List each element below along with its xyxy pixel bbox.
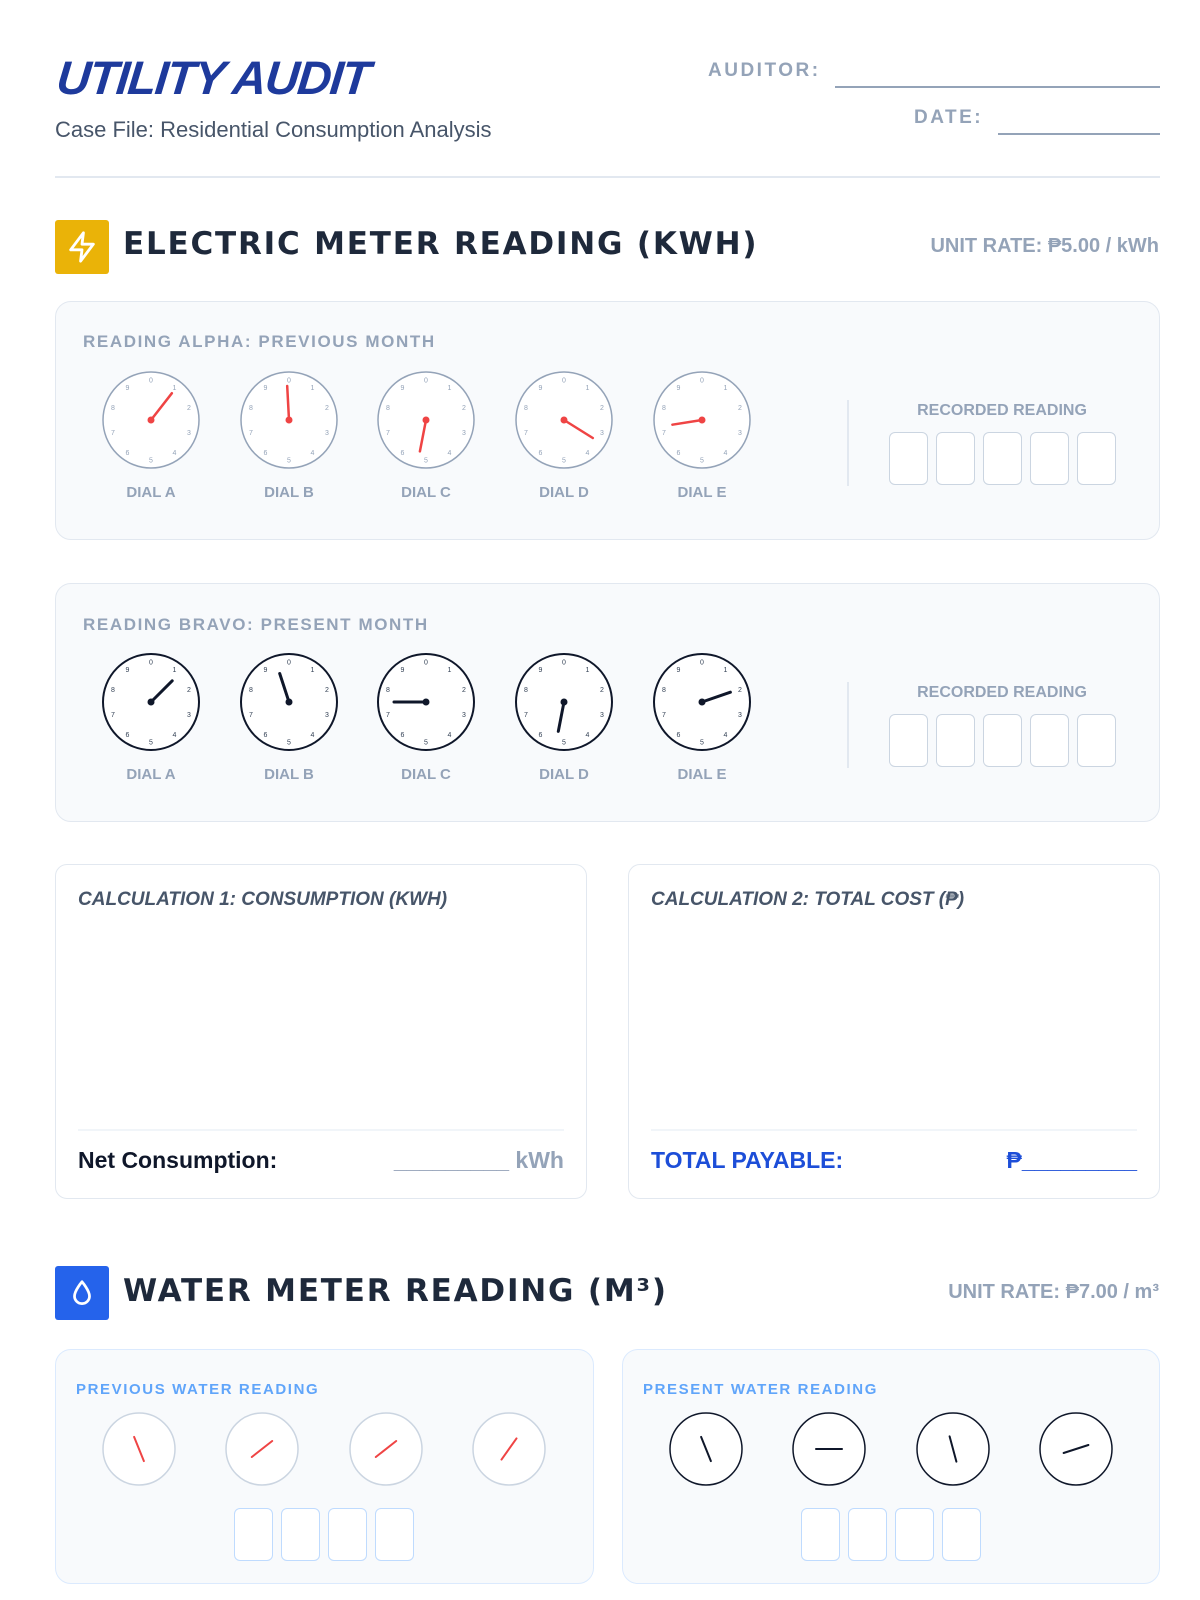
dial-number: 2 [325,687,329,695]
dial-number: 7 [662,711,666,719]
dial-number: 1 [585,385,590,393]
lightning-bolt-icon [55,220,109,274]
recorded-reading-boxes [889,432,1116,485]
dial-number: 3 [738,429,742,437]
meter-dial [376,652,476,783]
digit-box[interactable] [936,432,975,485]
page-title: UTILITY AUDIT [54,51,372,104]
water-dial [669,1412,743,1486]
digit-box[interactable] [1077,432,1116,485]
dial-face [239,652,339,752]
dial-label: DIAL D [539,484,589,501]
digit-box[interactable] [801,1508,840,1561]
digit-box[interactable] [234,1508,273,1561]
meter-dial [514,652,614,783]
dial-number: 7 [111,429,115,437]
meter-dial [514,370,614,501]
digit-box[interactable] [375,1508,414,1561]
dial-number: 8 [662,405,666,413]
dial-hub [148,699,155,706]
dial-hub [423,417,430,424]
dial-number: 6 [676,731,681,739]
dial-number: 3 [600,429,604,437]
water-dial [916,1412,990,1486]
calc2-divider [651,1129,1137,1131]
digit-box[interactable] [1077,714,1116,767]
dial-number: 7 [111,711,115,719]
dial-number: 0 [700,377,704,385]
dial-number: 9 [125,667,130,675]
previous-water-boxes [234,1508,414,1561]
dial-number: 6 [538,449,543,457]
recorded-reading-boxes [889,714,1116,767]
dial-number: 7 [386,429,390,437]
dial-number: 6 [125,449,130,457]
water-dial [1039,1412,1113,1486]
dial-number: 4 [310,731,315,739]
dial-number: 3 [462,429,466,437]
dial-number: 9 [538,385,543,393]
meter-dial [239,370,339,501]
meter-dial [376,370,476,501]
dial-number: 9 [125,385,130,393]
meter-dial [101,652,201,783]
water-dial [349,1412,423,1486]
dial-number: 0 [149,377,153,385]
dial-number: 2 [738,687,742,695]
dial-face [652,370,752,470]
dial-number: 3 [187,711,191,719]
digit-box[interactable] [983,432,1022,485]
dial-number: 5 [149,739,153,747]
digit-box[interactable] [1030,714,1069,767]
dial-number: 8 [249,405,253,413]
dial-face [514,370,614,470]
dial-number: 8 [524,687,528,695]
reading-bravo-panel [55,583,1160,822]
dial-label: DIAL A [126,766,176,783]
dial-number: 2 [600,687,604,695]
dial-number: 3 [738,711,742,719]
dial-face [514,652,614,752]
dial-number: 6 [676,449,681,457]
net-consumption-label: Net Consumption: [78,1147,278,1173]
dial-number: 4 [585,731,590,739]
dial-number: 4 [172,449,177,457]
dial-number: 6 [263,731,268,739]
dial-number: 5 [562,739,566,747]
dial-number: 0 [700,659,704,667]
dial-face [101,370,201,470]
dial-number: 1 [310,385,315,393]
meter-dial [652,370,752,501]
dial-number: 1 [447,667,452,675]
digit-box[interactable] [889,714,928,767]
dial-number: 0 [287,659,291,667]
dial-number: 8 [111,687,115,695]
previous-water-label: PREVIOUS WATER READING [76,1381,320,1398]
total-payable-label: TOTAL PAYABLE: [651,1147,844,1173]
dial-number: 0 [149,659,153,667]
dial-hub [286,417,293,424]
dial-number: 9 [676,385,681,393]
auditor-field[interactable] [835,86,1160,88]
dial-number: 8 [662,687,666,695]
dial-number: 9 [676,667,681,675]
dial-hub [148,417,155,424]
digit-box[interactable] [936,714,975,767]
dial-face [376,370,476,470]
reading-divider [847,400,849,486]
dial-number: 4 [447,449,452,457]
dial-number: 3 [462,711,466,719]
dial-number: 6 [400,449,405,457]
calc2-work-area[interactable] [651,925,1137,1125]
dial-number: 0 [562,377,566,385]
dial-label: DIAL C [401,484,451,501]
dial-number: 7 [662,429,666,437]
page-subtitle: Case File: Residential Consumption Analysis [55,117,492,142]
total-payable-value[interactable]: ₱_________ [1006,1147,1137,1173]
dial-number: 9 [400,385,405,393]
dial-number: 4 [585,449,590,457]
dial-number: 8 [524,405,528,413]
dial-number: 1 [447,385,452,393]
dial-number: 0 [424,377,428,385]
dial-number: 1 [723,385,728,393]
dial-number: 2 [462,687,466,695]
digit-box[interactable] [1030,432,1069,485]
dial-number: 4 [172,731,177,739]
meter-dial [239,652,339,783]
present-water-label: PRESENT WATER READING [643,1381,879,1398]
previous-water-panel [55,1349,594,1584]
present-water-panel [622,1349,1160,1584]
digit-box[interactable] [942,1508,981,1561]
calc2-title: CALCULATION 2: TOTAL COST (₱) [651,889,965,910]
dial-number: 3 [600,711,604,719]
date-label: DATE: [914,107,984,128]
dial-number: 5 [424,739,428,747]
dial-number: 3 [325,429,329,437]
dial-hub [423,699,430,706]
meter-dial [101,370,201,501]
dial-number: 5 [700,457,704,465]
dial-label: DIAL A [126,484,176,501]
dial-number: 1 [723,667,728,675]
dial-number: 3 [187,429,191,437]
dial-number: 2 [187,687,191,695]
reading-bravo-label: READING BRAVO: PRESENT MONTH [83,615,429,634]
dial-hub [286,699,293,706]
dial-hub [699,699,706,706]
dial-number: 7 [524,711,528,719]
digit-box[interactable] [281,1508,320,1561]
calculation-cost-card [628,864,1160,1199]
dial-number: 4 [723,731,728,739]
dial-number: 6 [538,731,543,739]
dial-number: 6 [125,731,130,739]
dial-number: 1 [172,667,177,675]
dial-number: 7 [524,429,528,437]
digit-box[interactable] [889,432,928,485]
water-unit-rate: UNIT RATE: ₱7.00 / m³ [948,1281,1159,1303]
dial-number: 5 [149,457,153,465]
dial-number: 8 [386,687,390,695]
water-drop-icon [55,1266,109,1320]
dial-number: 2 [600,405,604,413]
dial-face [239,370,339,470]
dial-number: 0 [562,659,566,667]
dial-face [101,652,201,752]
reading-divider [847,682,849,768]
dial-number: 8 [386,405,390,413]
header-divider [55,176,1160,178]
digit-box[interactable] [848,1508,887,1561]
dial-number: 0 [424,659,428,667]
water-dial [792,1412,866,1486]
dial-number: 4 [723,449,728,457]
dial-number: 1 [585,667,590,675]
dial-label: DIAL C [401,766,451,783]
dial-number: 5 [287,739,291,747]
dial-number: 6 [400,731,405,739]
dial-hub [699,417,706,424]
dial-number: 2 [462,405,466,413]
calc1-title: CALCULATION 1: CONSUMPTION (KWH) [78,889,448,910]
recorded-reading-label: RECORDED READING [917,402,1087,419]
dial-number: 7 [249,711,253,719]
dial-number: 3 [325,711,329,719]
dial-number: 9 [263,385,268,393]
water-dial [102,1412,176,1486]
dial-number: 7 [249,429,253,437]
dial-number: 9 [400,667,405,675]
dial-number: 4 [447,731,452,739]
present-water-boxes [801,1508,981,1561]
auditor-label: AUDITOR: [708,60,821,81]
dial-number: 1 [172,385,177,393]
water-dial [472,1412,546,1486]
dial-number: 6 [263,449,268,457]
dial-number: 2 [187,405,191,413]
reading-alpha-label: READING ALPHA: PREVIOUS MONTH [83,332,436,351]
dial-number: 9 [263,667,268,675]
electric-section-title: ELECTRIC METER READING (KWH) [123,226,759,262]
dial-number: 4 [310,449,315,457]
dial-number: 5 [424,457,428,465]
calc1-work-area[interactable] [78,925,564,1125]
recorded-reading-label: RECORDED READING [917,684,1087,701]
dial-label: DIAL B [264,484,314,501]
dial-face [376,652,476,752]
calc1-divider [78,1129,564,1131]
meter-dial [652,652,752,783]
dial-number: 5 [700,739,704,747]
digit-box[interactable] [983,714,1022,767]
water-section-title: WATER METER READING (M³) [123,1273,668,1309]
dial-number: 2 [738,405,742,413]
dial-label: DIAL E [677,766,727,783]
dial-number: 0 [287,377,291,385]
digit-box[interactable] [895,1508,934,1561]
digit-box[interactable] [328,1508,367,1561]
dial-hub [561,699,568,706]
dial-hub [561,417,568,424]
dial-number: 7 [386,711,390,719]
dial-label: DIAL D [539,766,589,783]
dial-number: 8 [249,687,253,695]
date-field[interactable] [998,133,1160,135]
dial-face [652,652,752,752]
reading-alpha-panel [55,301,1160,540]
dial-label: DIAL B [264,766,314,783]
dial-number: 5 [287,457,291,465]
dial-number: 2 [325,405,329,413]
dial-number: 9 [538,667,543,675]
dial-number: 1 [310,667,315,675]
dial-number: 5 [562,457,566,465]
electric-unit-rate: UNIT RATE: ₱5.00 / kWh [930,235,1159,257]
water-dial [225,1412,299,1486]
dial-label: DIAL E [677,484,727,501]
net-consumption-value[interactable]: _________ kWh [393,1147,564,1173]
dial-number: 8 [111,405,115,413]
calculation-consumption-card [55,864,587,1199]
